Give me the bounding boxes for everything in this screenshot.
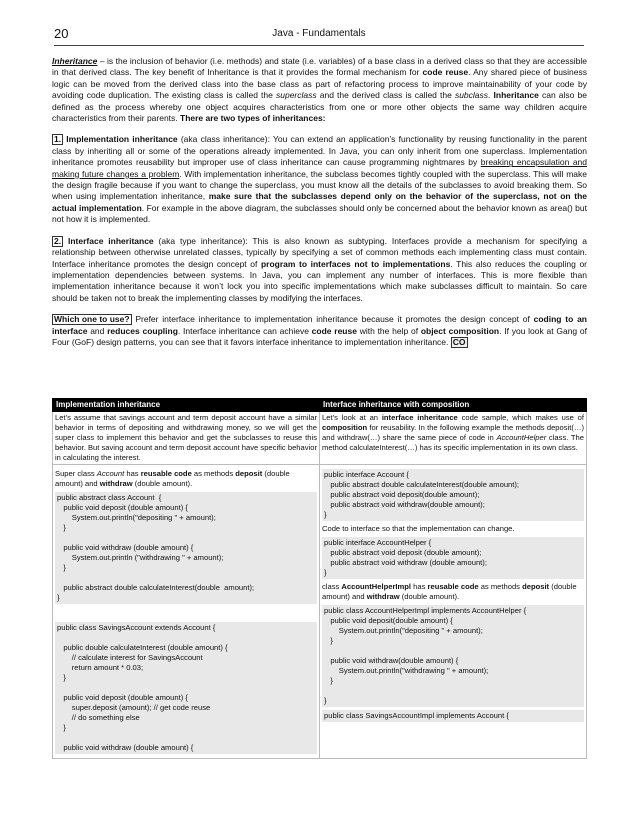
code-line: public abstract void deposit (double amount);: [324, 548, 482, 557]
code-line: System.out.println("depositing " + amount);: [57, 513, 216, 522]
interface-inheritance-paragraph: 2. Interface inheritance (aka type inheritance): This is also known as subtyping. Interfaces provide a mechanism for specifying a relationship between otherwise unrelated classes, typically by specifying a set of common methods each implementing class must contain. Interface inheritance promotes the design concept of program to interfaces not to implementations. This also reduces the coupling or implementation dependencies between systems. In Java, you can implement any number of interfaces. This is more flexible than implementation inheritance because it won’t lock you into specific implementations which make subclasses difficult to maintain. So care should be taken not to break the implementing classes by modifying the interfaces.: [52, 235, 587, 303]
implementation-inheritance-title: Implementation inheritance: [66, 134, 178, 145]
code-line: public void deposit (double amount) {: [57, 503, 188, 512]
page-number: 20: [54, 26, 69, 41]
code-line: }: [57, 723, 66, 732]
code-line: public class SavingsAccount extends Account {: [57, 623, 216, 632]
code-line: }: [324, 510, 327, 519]
code-line: }: [324, 568, 327, 577]
code-line: }: [324, 636, 333, 645]
co-badge: CO: [452, 336, 466, 347]
inheritance-paragraph: Inheritance – is the inclusion of behavior (i.e. methods) and state (i.e. variables) of a base class in a derived class so that they are accessible in that derived class. The key benefit of Inheritance is that it provides the formal mechanism for code reuse. Any shared piece of business logic can be moved from the derived class into the base class as part of refactoring process to improve maintainability of your code by avoiding code duplication. The existing class is called the superclass and the derived class is called the subclass. Inheritance can also be defined as the process whereby one object acquires characteristics from one or more other objects the same way children acquire characteristics from their parents. There are two types of inheritances:: [52, 56, 588, 124]
item-number-2: 2.: [54, 235, 62, 246]
running-title: Java - Fundamentals: [272, 28, 366, 39]
account-interface-code: [322, 469, 584, 521]
which-one-paragraph: Which one to use? Prefer interface inheritance to implementation inheritance because it promotes the design concept of coding to an interface and reduces coupling. Interface inheritance can achieve code reuse with the help of object composition. If you look at Gang of Four (GoF) design patterns, you can see that it favors interface inheritance to implementation inheritance. CO: [52, 314, 587, 347]
right-cell: [320, 412, 587, 465]
code-line: }: [324, 676, 333, 685]
savings-account-impl-code: [322, 710, 584, 722]
code-line: super.deposit (amount); // get code reuse: [57, 703, 211, 712]
code-line: public void withdraw (double amount) {: [57, 743, 194, 752]
interface-inheritance-title: Interface inheritance: [67, 235, 154, 246]
code-line: public void withdraw(double amount) {: [324, 656, 459, 665]
left-intro: Let’s assume that savings account and term deposit account have a similar behavior in terms of depositing and withdrawing money, so we will get the super class to implement this behavior and get the subclasses to reuse this behavior. But saving account and term deposit account have specific behavior in calculating the interest.: [55, 413, 317, 462]
right-code-cell: [320, 465, 587, 759]
code-line: public interface Account {: [324, 470, 409, 479]
code-line: }: [324, 696, 327, 705]
implementation-inheritance-paragraph: 1. Implementation inheritance (aka class inheritance): You can extend an application’s functionality by reusing functionality in the parent class by inheriting all or some of the operations already implemented. In Java, you can only inherit from one superclass. Implementation inheritance promotes reusability but improper use of class inheritance can cause programming nightmares by breaking encapsulation and making future changes a problem. With implementation inheritance, the subclass becomes tightly coupled with the superclass. This will make the design fragile because if you want to change the superclass, you must know all the details of the subclasses to avoid breaking them. So when using implementation inheritance, make sure that the subclasses depend only on the behavior of the superclass, not on the actual implementation. For example in the above diagram, the subclasses should only be concerned about the behavior known as area() but not how it is implemented.: [52, 134, 587, 225]
code-line: public abstract void deposit(double amount);: [324, 490, 480, 499]
code-line: }: [57, 523, 66, 532]
code-line: // calculate interest for SavingsAccount: [57, 653, 203, 662]
code-line: [57, 633, 315, 643]
code-line: public double calculateInterest (double amount) {: [57, 643, 228, 652]
header-interface: Interface inheritance with composition: [320, 399, 587, 412]
code-line: public abstract double calculateInterest(double amount);: [324, 480, 520, 489]
code-line: [57, 573, 315, 583]
item-number-1: 1.: [54, 134, 62, 145]
helper-impl-note: class AccountHelperImpl has reusable code as methods deposit (double amount) and withdraw (double amount).: [322, 582, 577, 601]
page-header: [54, 24, 584, 42]
code-line: [324, 646, 582, 656]
code-line: System.out.println("withdrawing " + amount);: [324, 666, 489, 675]
right-intro: Let’s look at an interface inheritance code sample, which makes use of composition for reusability. In the following example the methods deposit(…) and withdraw(…) share the same piece of code in AccountHelper class. The method calculateInterest(…) has its specific implementation in its own class.: [322, 413, 584, 452]
table-header-row: [53, 399, 587, 412]
code-line: System.out.println("depositing " + amount);: [324, 626, 483, 635]
account-helper-interface-code: [322, 537, 584, 579]
comparison-table: [52, 398, 587, 759]
code-line: public abstract void withdraw (double amount);: [324, 558, 487, 567]
code-line: [324, 686, 582, 696]
body-text: [52, 56, 587, 358]
code-line: }: [57, 673, 66, 682]
code-line: public void deposit(double amount) {: [324, 616, 453, 625]
code-line: [57, 733, 315, 743]
code-line: return amount * 0.03;: [57, 663, 144, 672]
code-line: System.out.println ("withdrawing " + amount);: [57, 553, 224, 562]
left-code-cell: [53, 465, 320, 759]
code-line: // do something else: [57, 713, 140, 722]
super-class-note: Super class Account has reusable code as methods deposit (double amount) and withdraw (double amount).: [55, 469, 290, 488]
code-line: public abstract class Account {: [57, 493, 162, 502]
inheritance-term: Inheritance: [52, 56, 98, 66]
savings-account-code: [55, 622, 317, 754]
table-row: [53, 412, 587, 465]
code-line: public abstract double calculateInterest(double amount);: [57, 583, 255, 592]
code-to-interface-note: Code to interface so that the implementation can change.: [322, 524, 515, 533]
code-line: }: [57, 593, 60, 602]
code-line: public class SavingsAccountImpl implements Account {: [324, 711, 509, 720]
account-helper-impl-code: [322, 605, 584, 707]
code-line: public abstract void withdraw(double amount);: [324, 500, 485, 509]
header-implementation: Implementation inheritance: [53, 399, 320, 412]
code-line: [57, 533, 315, 543]
header-rule: [54, 45, 584, 46]
code-line: public void deposit (double amount) {: [57, 693, 188, 702]
code-line: public void withdraw (double amount) {: [57, 543, 194, 552]
code-line: public class AccountHelperImpl implements AccountHelper {: [324, 606, 527, 615]
left-cell: [53, 412, 320, 465]
table-row: [53, 465, 587, 759]
account-abstract-code: [55, 492, 317, 604]
code-line: }: [57, 563, 66, 572]
which-one-label: Which one to use?: [54, 314, 130, 325]
code-line: public interface AccountHelper {: [324, 538, 432, 547]
code-line: [57, 683, 315, 693]
